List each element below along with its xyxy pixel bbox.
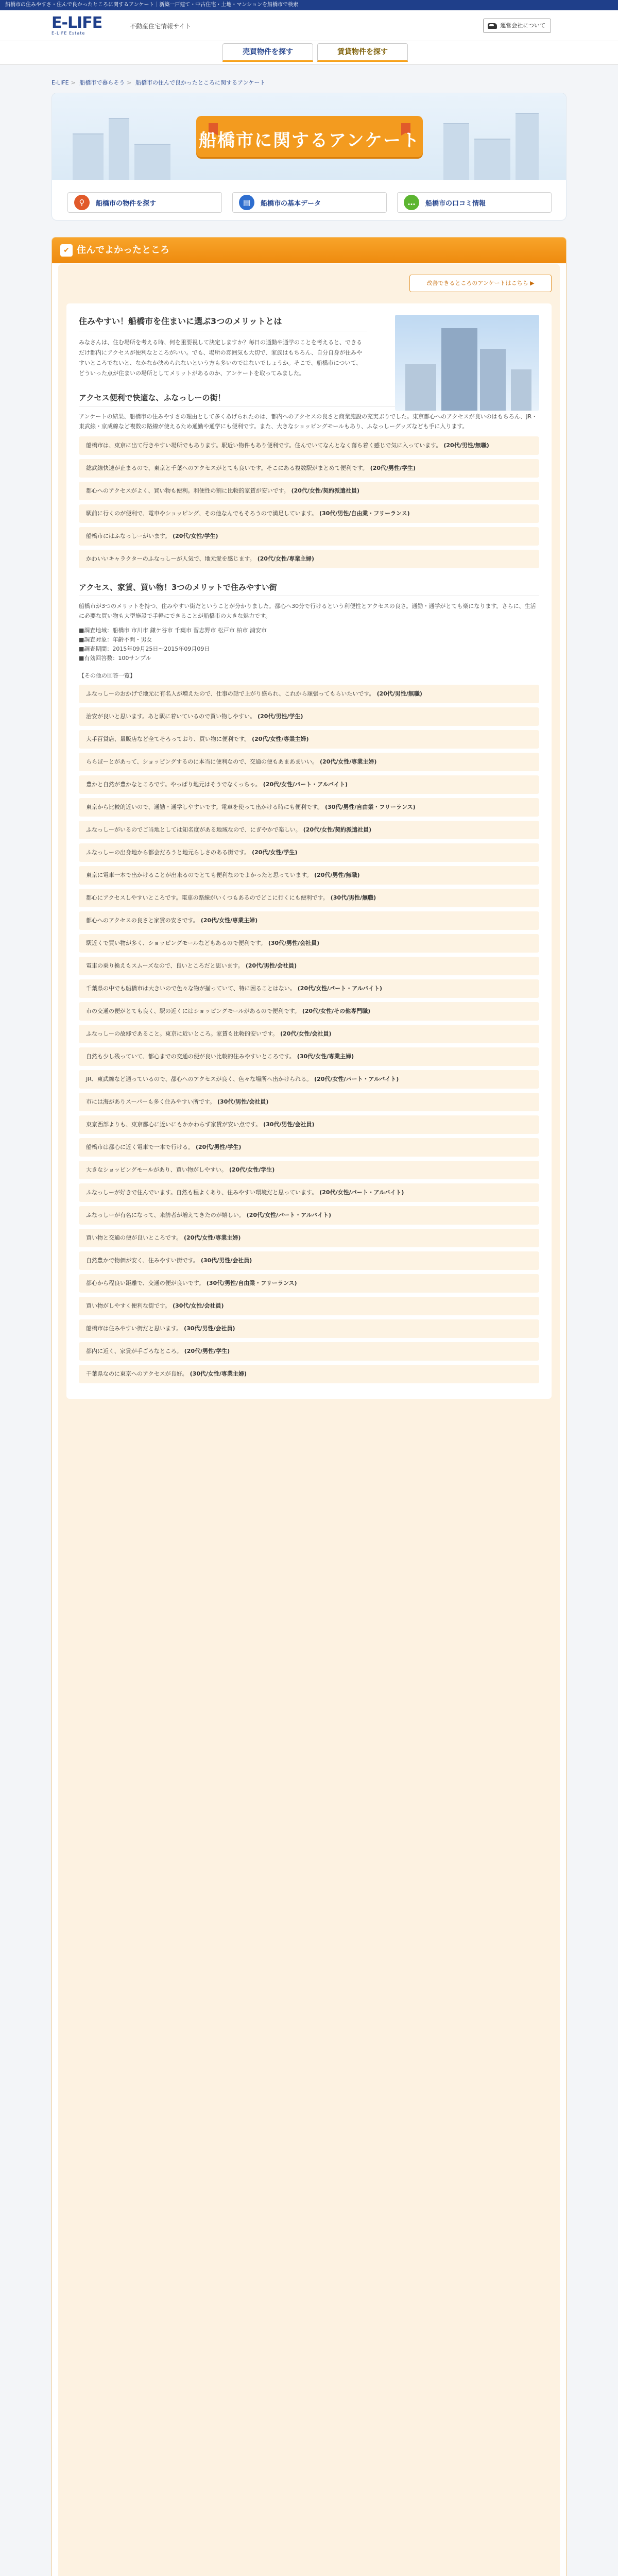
meta-line: ■調査地域：船橋市 市川市 鎌ケ谷市 千葉市 習志野市 松戸市 柏市 浦安市 — [79, 627, 267, 634]
answer-text: JR、東武線など通っているので、都心へのアクセスが良く、色々な場所へ出かけられる。 — [86, 1076, 313, 1082]
respondent-tag: (30代/男性/会社員) — [217, 1098, 269, 1105]
survey-answer — [79, 550, 539, 568]
basic-data-button[interactable] — [232, 192, 387, 213]
answer-text: 東京に電車一本で出かけることが出来るのでとても便利なのでよかったと思っています。 — [86, 872, 313, 878]
respondent-tag: (20代/女性/その他専門職) — [302, 1008, 371, 1014]
breadcrumb-item-home[interactable]: E-LIFE — [52, 79, 69, 86]
site-header — [0, 10, 618, 41]
survey-answer — [79, 1206, 539, 1225]
answer-text: ふなっしーのおかげで地元に有名人が増えたので、仕事の話で上がり盛られ、これから頑張ってもらいたいです。 — [86, 690, 375, 697]
answer-text: 電車の乗り換えもスムーズなので、良いところだと思います。 — [86, 962, 244, 969]
respondent-tag: (20代/女性/パート・アルバイト) — [263, 781, 348, 788]
answer-text: 千葉県なのに東京へのアクセスが良好。 — [86, 1370, 188, 1377]
section-body — [58, 264, 560, 2576]
survey-answer — [79, 1297, 539, 1315]
survey-answer — [79, 979, 539, 998]
meta-line: ■調査対象：年齢不問・男女 — [79, 636, 152, 643]
company-info-button[interactable] — [483, 19, 551, 33]
answer-text: 船橋市は都心に近く電車で一本で行ける。 — [86, 1144, 194, 1150]
survey-answer — [79, 1002, 539, 1021]
answer-text: 船橋市は、東京に出て行きやすい場所でもあります。駅近い物件もあり便利です。住んでいてなんとなく落ち着く感じで気に入っています。 — [86, 442, 442, 449]
respondent-tag: (20代/女性/パート・アルバイト) — [319, 1189, 404, 1196]
section-title: 住んでよかったところ — [77, 245, 169, 256]
access-heading: アクセス便利で快適な、ふなっしーの街！ — [79, 392, 539, 406]
quotes-group-b — [79, 685, 539, 1383]
survey-answer — [79, 1047, 539, 1066]
answer-text: 都内に近く、家賃が手ごろなところ。 — [86, 1348, 182, 1354]
meta-line: ■有効回答数：100サンプル — [79, 655, 151, 662]
city-building-photo — [395, 315, 539, 411]
top-notice-text: 船橋市の住みやすさ・住んで良かったところに関するアンケート｜新築一戸建て・中古住宅・土地・マンションを船橋市で検索 — [5, 2, 298, 8]
answer-text: 豊かと自然が豊かなところです。やっぱり地元はそうでなくっちゃ。 — [86, 781, 261, 788]
survey-answer — [79, 459, 539, 478]
respondent-tag: (30代/男性/自由業・フリーランス) — [206, 1280, 297, 1286]
breadcrumb-item-current: 船橋市の住んで良かったところに関するアンケート — [135, 79, 266, 86]
survey-answer — [79, 1251, 539, 1270]
respondent-tag: (20代/女性/専業主婦) — [200, 917, 258, 924]
respondent-tag: (20代/男性/学生) — [184, 1348, 230, 1354]
merits-paragraph: 船橋市が3つのメリットを持つ、住みやすい街だということが分かりました。都心へ30分で行けるという利便性とアクセスの良さ。通勤・通学がとても楽になります。さらに、生活に必要な買い物も大型施設で手軽にできることが船橋市の大きな魅力です。 — [79, 603, 536, 619]
answer-text: 買い物と交通の便が良いところです。 — [86, 1234, 182, 1241]
reviews-label: 船橋市の口コミ情報 — [425, 199, 486, 208]
answer-text: 市の交通の便がとても良く、駅の近くにはショッピングモールがあるので便利です。 — [86, 1008, 300, 1014]
survey-meta — [79, 626, 539, 663]
respondent-tag: (20代/男性/無職) — [443, 442, 489, 449]
respondent-tag: (30代/男性/会社員) — [200, 1257, 252, 1264]
respondent-tag: (30代/男性/会社員) — [268, 940, 320, 946]
hero-banner — [52, 93, 566, 221]
survey-answer — [79, 889, 539, 907]
answer-text: 東京西部よりも、東京都心に近いにもかかわらず家賃が安い点です。 — [86, 1121, 262, 1128]
breadcrumb-item-living[interactable]: 船橋市で暮らそう — [79, 79, 125, 86]
survey-answer — [79, 482, 539, 500]
survey-answer — [79, 504, 539, 523]
survey-answer — [79, 1183, 539, 1202]
breadcrumb: E-LIFE > 船橋市で暮らそう > 船橋市の住んで良かったところに関するアンケート — [52, 79, 266, 86]
meta-line: ■調査期間：2015年09月25日〜2015年09月09日 — [79, 646, 210, 652]
answer-text: 駅近くで買い物が多く、ショッピングモールなどもあるので便利です。 — [86, 940, 266, 946]
answer-text: ふなっしーの出身地から都会だろうと地元らしさのある街です。 — [86, 849, 250, 856]
respondent-tag: (20代/女性/専業主婦) — [257, 555, 315, 562]
article-title: 住みやすい！船橋市を住まいに選ぶ3つのメリットとは — [79, 315, 367, 331]
respondent-tag: (20代/女性/契約派遣社員) — [291, 487, 359, 494]
respondent-tag: (20代/女性/学生) — [173, 533, 218, 539]
section-header — [52, 238, 566, 263]
survey-answer — [79, 1229, 539, 1247]
answer-text: 千葉県の中でも船橋市は大きいので色々な物が揃っていて、特に困ることはない。 — [86, 985, 296, 992]
answer-text: かわいいキャラクターのふなっしーが人気で、地元愛を感じます。 — [86, 555, 255, 562]
respondent-tag: (20代/男性/無職) — [376, 690, 422, 697]
survey-answer — [79, 957, 539, 975]
answer-text: ふなっしーが好きで住んでいます。自然も程よくあり、住みやすい環境だと思っています。 — [86, 1189, 318, 1196]
survey-answer — [79, 685, 539, 703]
respondent-tag: (30代/女性/会社員) — [173, 1302, 224, 1309]
respondent-tag: (20代/女性/パート・アルバイト) — [246, 1212, 331, 1218]
respondent-tag: (20代/女性/パート・アルバイト) — [314, 1076, 399, 1082]
answer-text: 大手百貨店、量販店など全てそろっており、買い物に便利です。 — [86, 736, 250, 742]
quotes-group-a — [79, 436, 539, 568]
other-answers-label: 【その他の回答一覧】 — [79, 672, 135, 679]
survey-answer — [79, 436, 539, 455]
respondent-tag: (20代/男性/学生) — [196, 1144, 242, 1150]
basic-data-label: 船橋市の基本データ — [261, 199, 321, 208]
respondent-tag: (20代/女性/専業主婦) — [252, 736, 309, 742]
respondent-tag: (20代/女性/契約派遣社員) — [303, 826, 372, 833]
survey-answer — [79, 730, 539, 749]
survey-answer — [79, 1342, 539, 1361]
survey-answer — [79, 821, 539, 839]
answer-text: 治安が良いと思います。あと駅に着いているので買い物しやすい。 — [86, 713, 256, 720]
respondent-tag: (30代/女性/専業主婦) — [297, 1053, 354, 1060]
answer-text: 買い物がしやすく便利な街です。 — [86, 1302, 171, 1309]
survey-answer — [79, 707, 539, 726]
answer-text: ららぽーとがあって、ショッピングするのに本当に便利なので、交通の便もあまあまいい。 — [86, 758, 318, 765]
answer-text: 都心にアクセスしやすいところです。電車の路線がいくつもあるのでどこに行くにも便利です。 — [86, 894, 329, 901]
survey-answer — [79, 753, 539, 771]
site-tagline: 不動産住宅情報サイト — [130, 23, 192, 30]
survey-answer — [79, 1070, 539, 1089]
search-properties-label: 船橋市の物件を探す — [96, 199, 157, 208]
answer-text: ふなっしーがいるのでご当地としては知名度がある地域なので、にぎやかで楽しい。 — [86, 826, 301, 833]
good-points-section — [52, 237, 566, 2576]
reviews-button[interactable] — [397, 192, 552, 213]
tab-sale[interactable]: 売買物件を探す — [222, 43, 313, 62]
answer-text: ふなっしーの故郷であること。東京に近いところ。家賃も比較的安いです。 — [86, 1030, 279, 1037]
car-icon — [488, 23, 497, 29]
survey-answer — [79, 843, 539, 862]
respondent-tag: (20代/男性/会社員) — [245, 962, 297, 969]
answer-text: 自然も少し残っていて、都心までの交通の便が良い比較的住みやすいところです。 — [86, 1053, 295, 1060]
respondent-tag: (30代/男性/会社員) — [263, 1121, 315, 1128]
respondent-tag: (20代/男性/学生) — [258, 713, 303, 720]
document-icon: ▤ — [239, 195, 254, 210]
improvement-survey-link[interactable]: 改善できるところのアンケートはこちら ▶ — [409, 275, 552, 292]
top-notice-bar — [0, 0, 618, 10]
survey-answer — [79, 934, 539, 953]
answer-text: 東京から比較的近いので、通勤・通学しやすいです。電車を使って出かける時にも便利です。 — [86, 804, 323, 810]
article-intro: みなさんは、住む場所を考える時、何を重要視して決定しますか？毎日の通勤や通学のことを考えると、できるだけ都内にアクセスが便利なところがいい。でも、場所の雰囲気も大切で、家族はもちろん、自分自身が住みやすいところでないと、なかなか決められないという方も多いのではないでしょうか。そこで、船橋市について、どういった点が住まいの場所としてメリットがあるのか、アンケートを取ってみました。 — [79, 339, 363, 377]
site-logo[interactable] — [52, 15, 107, 36]
answer-text: 大きなショッピングモールがあり、買い物がしやすい。 — [86, 1166, 227, 1173]
survey-answer — [79, 1319, 539, 1338]
answer-text: 総武線快速が止まるので、東京と千葉へのアクセスがとても良いです。そこにある複数駅がまとめて便利です。 — [86, 465, 368, 471]
survey-answer — [79, 1138, 539, 1157]
respondent-tag: (20代/女性/学生) — [252, 849, 298, 856]
main-tabs — [0, 41, 618, 65]
search-icon: ⚲ — [74, 195, 90, 210]
respondent-tag: (30代/男性/会社員) — [184, 1325, 235, 1332]
survey-answer — [79, 1093, 539, 1111]
survey-article — [66, 303, 552, 1399]
answer-text: 自然豊かで物価が安く、住みやすい街です。 — [86, 1257, 199, 1264]
respondent-tag: (20代/女性/専業主婦) — [184, 1234, 241, 1241]
answer-text: 駅前に行くのが便利で、電車やショッピング、その他なんでもそろうので満足しています。 — [86, 510, 318, 517]
survey-answer — [79, 798, 539, 817]
answer-text: 都心へのアクセスがよく、買い物も便利。利便性の割に比較的家賃が安いです。 — [86, 487, 289, 494]
search-properties-button[interactable] — [67, 192, 222, 213]
survey-answer — [79, 1365, 539, 1383]
respondent-tag: (20代/男性/学生) — [370, 465, 416, 471]
respondent-tag: (20代/女性/学生) — [229, 1166, 275, 1173]
respondent-tag: (30代/女性/専業主婦) — [190, 1370, 247, 1377]
thumbs-up-icon: ✔ — [60, 244, 73, 257]
logo-text: E-LIFE — [52, 14, 102, 32]
survey-answer — [79, 911, 539, 930]
respondent-tag: (20代/男性/無職) — [314, 872, 360, 878]
survey-answer — [79, 866, 539, 885]
answer-text: 船橋市にはふなっしーがいます。 — [86, 533, 171, 539]
hero-title-banner — [196, 116, 423, 157]
logo-subtext: E-LIFE Estate — [52, 31, 85, 36]
survey-answer — [79, 1161, 539, 1179]
answer-text: 船橋市は住みやすい街だと思います。 — [86, 1325, 182, 1332]
access-paragraph: アンケートの結果、船橋市の住みやすさの理由として多くあげられたのは、都内へのアクセスの良さと商業施設の充実ぶりでした。東京都心へのアクセスが良いのはもちろん、JR・東武線・京成線など複数の路線が使えるため通勤や通学にも便利です。また、大きなショッピングモールもあり、ふなっしーグッズなども手に入ります。 — [79, 413, 538, 430]
respondent-tag: (20代/女性/パート・アルバイト) — [297, 985, 382, 992]
tab-rent[interactable]: 賃貸物件を探す — [317, 43, 408, 62]
survey-answer — [79, 1115, 539, 1134]
merits-heading: アクセス、家賃、買い物！3つのメリットで住みやすい街 — [79, 582, 539, 596]
survey-answer — [79, 1274, 539, 1293]
respondent-tag: (30代/男性/無職) — [330, 894, 376, 901]
respondent-tag: (30代/男性/自由業・フリーランス) — [325, 804, 416, 810]
survey-answer — [79, 1025, 539, 1043]
survey-answer — [79, 527, 539, 546]
answer-text: ふなっしーが有名になって、来訪者が増えてきたのが嬉しい。 — [86, 1212, 245, 1218]
hero-button-row — [52, 192, 566, 213]
survey-answer — [79, 775, 539, 794]
answer-text: 市には海がありスーパーも多く住みやすい所です。 — [86, 1098, 216, 1105]
respondent-tag: (20代/女性/専業主婦) — [320, 758, 377, 765]
speech-icon: … — [404, 195, 419, 210]
hero-title: 船橋市に関するアンケート — [199, 130, 420, 151]
answer-text: 都心へのアクセスの良さと家賃の安さです。 — [86, 917, 199, 924]
company-info-label: 運営会社について — [500, 22, 545, 29]
respondent-tag: (30代/男性/自由業・フリーランス) — [319, 510, 410, 517]
answer-text: 都心から程良い距離で、交通の便が良いです。 — [86, 1280, 204, 1286]
respondent-tag: (20代/女性/会社員) — [280, 1030, 332, 1037]
